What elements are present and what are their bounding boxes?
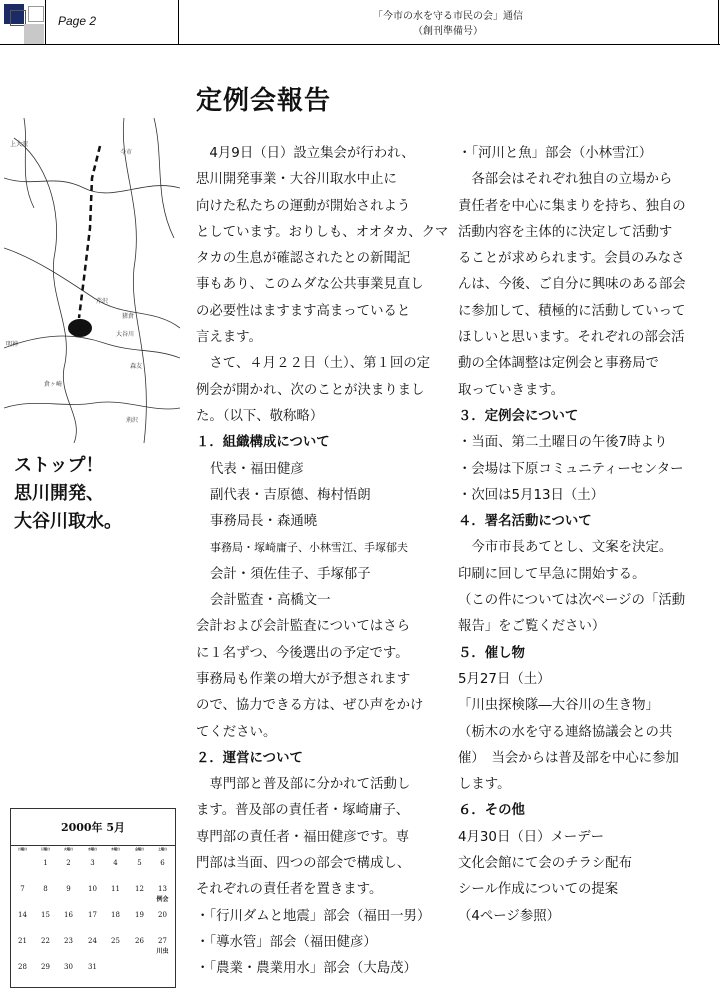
newsletter-name: 「今市の水を守る市民の会」通信 (373, 11, 523, 22)
calendar-day: 26 (135, 937, 144, 945)
text-line: ので、協力できる方は、ぜひ声をかけ (196, 698, 424, 714)
text-line: ほしいと思います。それぞれの部会活 (458, 330, 685, 346)
calendar-event-note: 川虫 (156, 948, 169, 955)
text-line: ・次回は5月13日（土） (458, 487, 605, 503)
text-line: としています。おりしも、オオタカ、クマ (196, 224, 449, 240)
text-line: （4ページ参照） (458, 908, 560, 924)
logo-square-gray (24, 24, 44, 44)
calendar-day: 28 (18, 963, 27, 971)
calendar-day: 24 (88, 937, 97, 945)
map-label: 荊沢 (126, 417, 139, 424)
text-line: 印刷に回して早急に開始する。 (458, 566, 646, 582)
calendar-weekday: 木曜日 (110, 847, 120, 851)
text-line: 会計・須佐佳子、手塚郁子 (210, 566, 371, 582)
text-line: に参加して、積極的に活動していって (458, 303, 686, 319)
text-line: 門部は当面、四つの部会で構成し、 (196, 856, 411, 872)
calendar-weekday: 日曜日 (17, 847, 27, 851)
calendar-title: 2000年 5月 (60, 821, 126, 834)
calendar-day: 3 (90, 859, 95, 867)
river-line (4, 336, 180, 358)
text-line: 思川開発事業・大谷川取水中止に (196, 172, 397, 188)
text-line: 事もあり、このムダな公共事業見直し (196, 277, 424, 293)
calendar-day: 23 (64, 937, 73, 945)
text-line: 会計監査・高橋文一 (210, 593, 331, 609)
text-line: 4月30日（日）メーデー (458, 829, 605, 845)
article-column-right (458, 141, 720, 930)
text-line: 動の全体調整は定例会と事務局で (458, 356, 659, 372)
text-line: 今市市長あてとし、文案を決定。 (458, 540, 673, 556)
text-line: ・会場は下原コミュニティーセンター (458, 461, 684, 477)
map-label: 明神 (6, 341, 19, 348)
text-line: 文化会館にて会のチラシ配布 (458, 856, 633, 872)
text-line: 4月9日（日）設立集会が行われ、 (196, 146, 415, 161)
calendar-day: 29 (41, 963, 50, 971)
text-line: 取っていきます。 (458, 382, 565, 398)
text-line: 事務局・塚崎庸子、小林雪江、手塚郁夫 (210, 541, 408, 555)
page-label: Page 2 (58, 14, 97, 28)
text-line: ることが求められます。会員のみなさ (458, 251, 685, 267)
map-label: 猪倉 (122, 313, 135, 320)
text-line: 催） 当会からは普及部を中心に参加 (458, 750, 679, 766)
text-line: 副代表・吉原德、梅村悟朗 (210, 487, 371, 503)
city-area (68, 319, 92, 337)
text-line: （この件については次ページの「活動 (458, 593, 686, 609)
text-line: 言えます。 (196, 330, 262, 346)
text-line: 会計および会計監査についてはさら (196, 619, 410, 635)
calendar-day: 2 (66, 859, 71, 867)
calendar-day: 25 (111, 937, 120, 945)
article-column-left (196, 141, 449, 983)
section-heading: ６．その他 (458, 803, 525, 819)
calendar-day: 19 (135, 911, 144, 919)
calendar-day: 30 (64, 963, 73, 971)
map-label: 倉ヶ崎 (44, 381, 63, 388)
calendar-weekday: 土曜日 (157, 847, 167, 851)
map-label: 芹沢 (96, 298, 109, 305)
section-heading: １．組織構成について (196, 435, 330, 451)
text-line: ・「導水管」部会（福田健彦） (196, 934, 377, 950)
text-line: ・「河川と魚」部会（小林雪江） (458, 146, 653, 161)
text-line: 専門部と普及部に分かれて活動し (196, 777, 411, 793)
text-line: ・当面、第二土曜日の午後7時より (458, 435, 668, 451)
calendar-may-2000 (10, 808, 176, 988)
text-line: タカの生息が確認されたとの新聞記 (196, 251, 411, 267)
text-line: ・「行川ダムと地震」部会（福田一男） (196, 908, 431, 924)
calendar-day: 13 (158, 885, 167, 893)
calendar-day: 20 (158, 911, 167, 919)
text-line: んは、今後、ご自分に興味のある部会 (458, 277, 686, 293)
calendar-day: 15 (41, 911, 50, 919)
calendar-day: 5 (137, 859, 142, 867)
text-line: に１名ずつ、今後選出の予定です。 (196, 645, 409, 661)
map-label: 大谷川 (116, 331, 135, 338)
text-line: 例会が開かれ、次のことが決まりまし (196, 382, 425, 398)
calendar-day: 6 (160, 859, 165, 867)
header-divider (718, 0, 719, 44)
text-line: た。（以下、敬称略） (196, 408, 324, 424)
page-title: 定例会報告 (196, 86, 332, 116)
calendar-weekday: 火曜日 (63, 847, 73, 851)
calendar-day: 12 (135, 885, 144, 893)
logo-square-white (28, 6, 44, 22)
map-label: 上大沢 (10, 141, 29, 148)
calendar-day: 27 (158, 937, 167, 945)
text-line: 事務局も作業の増大が予想されます (196, 671, 411, 687)
text-line: てください。 (196, 724, 277, 740)
text-line: の必要性はますます高まっていると (196, 303, 411, 319)
section-heading: ４．署名活動について (458, 514, 592, 530)
text-line: （栃木の水を守る連絡協議会との共 (458, 724, 673, 740)
calendar-day: 11 (111, 885, 120, 893)
river-line (4, 248, 180, 328)
map-label: 今市 (120, 149, 133, 156)
calendar-event-note: 例会 (156, 896, 169, 903)
text-line: 専門部の責任者・福田健彦です。専 (196, 829, 410, 845)
river-map (4, 118, 180, 443)
text-line: 向けた私たちの運動が開始されよう (196, 198, 411, 214)
section-heading: ３．定例会について (458, 408, 579, 424)
text-line: 各部会はそれぞれ独自の立場から (458, 172, 673, 188)
header-divider (45, 0, 46, 44)
pipeline-route (79, 146, 100, 318)
calendar-day: 17 (88, 911, 97, 919)
text-line: さて、４月２２日（土）、第１回の定 (196, 356, 431, 372)
river-line (24, 118, 34, 208)
text-line: します。 (458, 777, 511, 793)
calendar-day: 18 (111, 911, 120, 919)
calendar-day: 4 (113, 859, 118, 867)
text-line: シール作成についての提案 (458, 882, 619, 898)
calendar-day: 1 (43, 859, 48, 867)
slogan-line: ストップ！ (14, 455, 104, 476)
calendar-day: 14 (18, 911, 27, 919)
slogan (14, 452, 122, 536)
text-line: ます。普及部の責任者・塚崎庸子、 (196, 803, 410, 819)
slogan-line: 大谷川取水。 (14, 511, 122, 532)
calendar-weekday: 月曜日 (40, 847, 50, 851)
calendar-day: 7 (20, 885, 25, 893)
slogan-line: 思川開発、 (14, 483, 104, 504)
section-heading: ５．催し物 (458, 645, 525, 661)
calendar-weekday: 水曜日 (87, 847, 97, 851)
calendar-day: 9 (66, 885, 71, 893)
text-line: ・「農業・農業用水」部会（大島茂） (196, 961, 417, 977)
river-line (154, 118, 174, 238)
map-label: 森友 (130, 363, 143, 370)
river-line (123, 118, 146, 443)
calendar-day: 10 (88, 885, 97, 893)
calendar-day: 22 (41, 937, 50, 945)
header-divider (178, 0, 179, 44)
text-line: 5月27日（土） (458, 671, 551, 687)
text-line: 活動内容を主体的に決定して活動す (458, 224, 673, 240)
calendar-day: 8 (43, 885, 48, 893)
river-line (14, 138, 76, 443)
header-rule (0, 44, 720, 45)
text-line: それぞれの責任者を置きます。 (196, 882, 383, 898)
text-line: 責任者を中心に集まりを持ち、独自の (458, 198, 686, 214)
newsletter-issue: （創刊準備号） (413, 26, 483, 37)
page-header (0, 0, 720, 44)
section-heading: ２．運営について (196, 750, 303, 766)
text-line: 報告」をご覧ください） (458, 619, 606, 635)
calendar-day: 31 (88, 963, 97, 971)
calendar-day: 16 (64, 911, 73, 919)
calendar-day: 21 (18, 937, 27, 945)
river-line (4, 402, 180, 409)
text-line: 代表・福田健彦 (210, 461, 304, 477)
calendar-weekday: 金曜日 (134, 847, 144, 851)
text-line: 事務局長・森通曉 (210, 514, 318, 530)
text-line: 「川虫探検隊―大谷川の生き物」 (458, 698, 659, 714)
